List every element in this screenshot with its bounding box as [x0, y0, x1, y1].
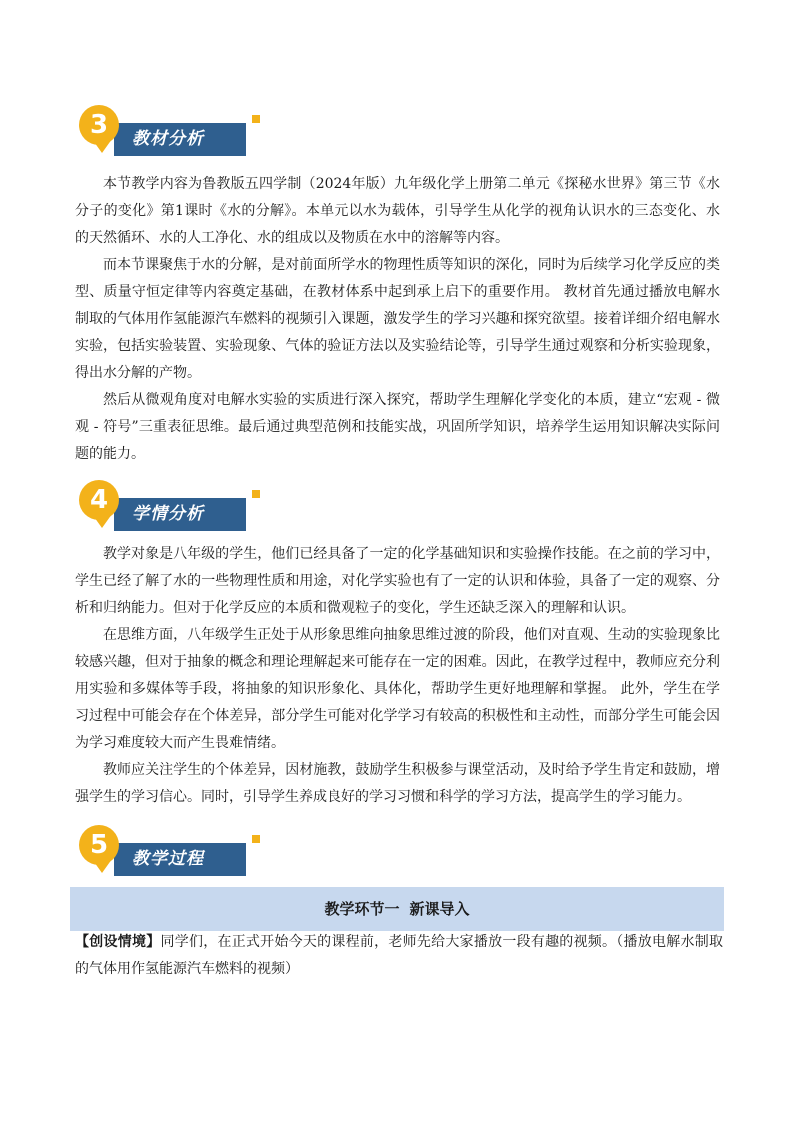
section-title: 教材分析	[114, 123, 246, 156]
paragraph: 在思维方面，八年级学生正处于从形象思维向抽象思维过渡的阶段，他们对直观、生动的实验现象比较感兴趣，但对于抽象的概念和理论理解起来可能存在一定的困难。因此，在教学过程中，教师应充分利用实验和多媒体等手段，将抽象的知识形象化、具体化，帮助学生更好地理解和掌握。 此外，学生在学习过程中可能会存在个体差异，部分学生可能对化学学习有较高的积极性和主动性，而部分学生可能会因为学习难度较大而产生畏难情绪。	[75, 627, 720, 751]
section-title: 教学过程	[114, 843, 246, 876]
step-label: 教学环节一	[324, 900, 400, 918]
paragraph: 而本节课聚焦于水的分解，是对前面所学水的物理性质等知识的深化，同时为后续学习化学反应的类型、质量守恒定律等内容奠定基础，在教材体系中起到承上启下的重要作用。 教材首先通过播放电解水制取的气体用作氢能源汽车燃料的视频引入课题，激发学生的学习兴趣和探究欲望。接着详细介绍电解水实验，包括实验装置、实验现象、气体的验证方法以及实验结论等，引导学生通过观察和分析实验现象，得出水分解的产物。	[75, 257, 720, 381]
section-heading-student-analysis	[74, 478, 274, 538]
lesson-step-band	[70, 887, 724, 931]
scenario-text: 同学们，在正式开始今天的课程前，老师先给大家播放一段有趣的视频。（播放电解水制取的气体用作氢能源汽车燃料的视频）	[75, 934, 723, 977]
section-heading-teaching-process	[74, 823, 274, 883]
section-number-badge: 5	[79, 825, 119, 865]
paragraph: 教学对象是八年级的学生，他们已经具备了一定的化学基础知识和实验操作技能。在之前的学习中，学生已经了解了水的一些物理性质和用途，对化学实验也有了一定的认识和体验，具备了一定的观察、分析和归纳能力。但对于化学反应的本质和微观粒子的变化，学生还缺乏深入的理解和认识。	[75, 546, 720, 616]
accent-square	[252, 835, 260, 843]
paragraph: 教师应关注学生的个体差异，因材施教，鼓励学生积极参与课堂活动，及时给予学生肯定和鼓励，增强学生的学习信心。同时，引导学生养成良好的学习习惯和科学的学习方法，提高学生的学习能力。	[75, 762, 720, 805]
scenario-label: 【创设情境】	[75, 934, 161, 950]
section-number-badge: 4	[79, 480, 119, 520]
paragraph: 然后从微观角度对电解水实验的实质进行深入探究，帮助学生理解化学变化的本质，建立“宏观 - 微观 - 符号”三重表征思维。最后通过典型范例和技能实战，巩固所学知识，培养学生运用知识解决实际问题的能力。	[75, 392, 720, 462]
step-title: 新课导入	[409, 900, 470, 918]
paragraph: 本节教学内容为鲁教版五四学制（2024年版）九年级化学上册第二单元《探秘水世界》第三节《水分子的变化》第1课时《水的分解》。本单元以水为载体，引导学生从化学的视角认识水的三态变化、水的天然循环、水的人工净化、水的组成以及物质在水中的溶解等内容。	[75, 176, 720, 246]
section-heading-textbook-analysis	[74, 103, 274, 163]
accent-square	[252, 490, 260, 498]
section-number-badge: 3	[79, 105, 119, 145]
section-title: 学情分析	[114, 498, 246, 531]
scenario-paragraph	[75, 929, 723, 983]
accent-square	[252, 115, 260, 123]
